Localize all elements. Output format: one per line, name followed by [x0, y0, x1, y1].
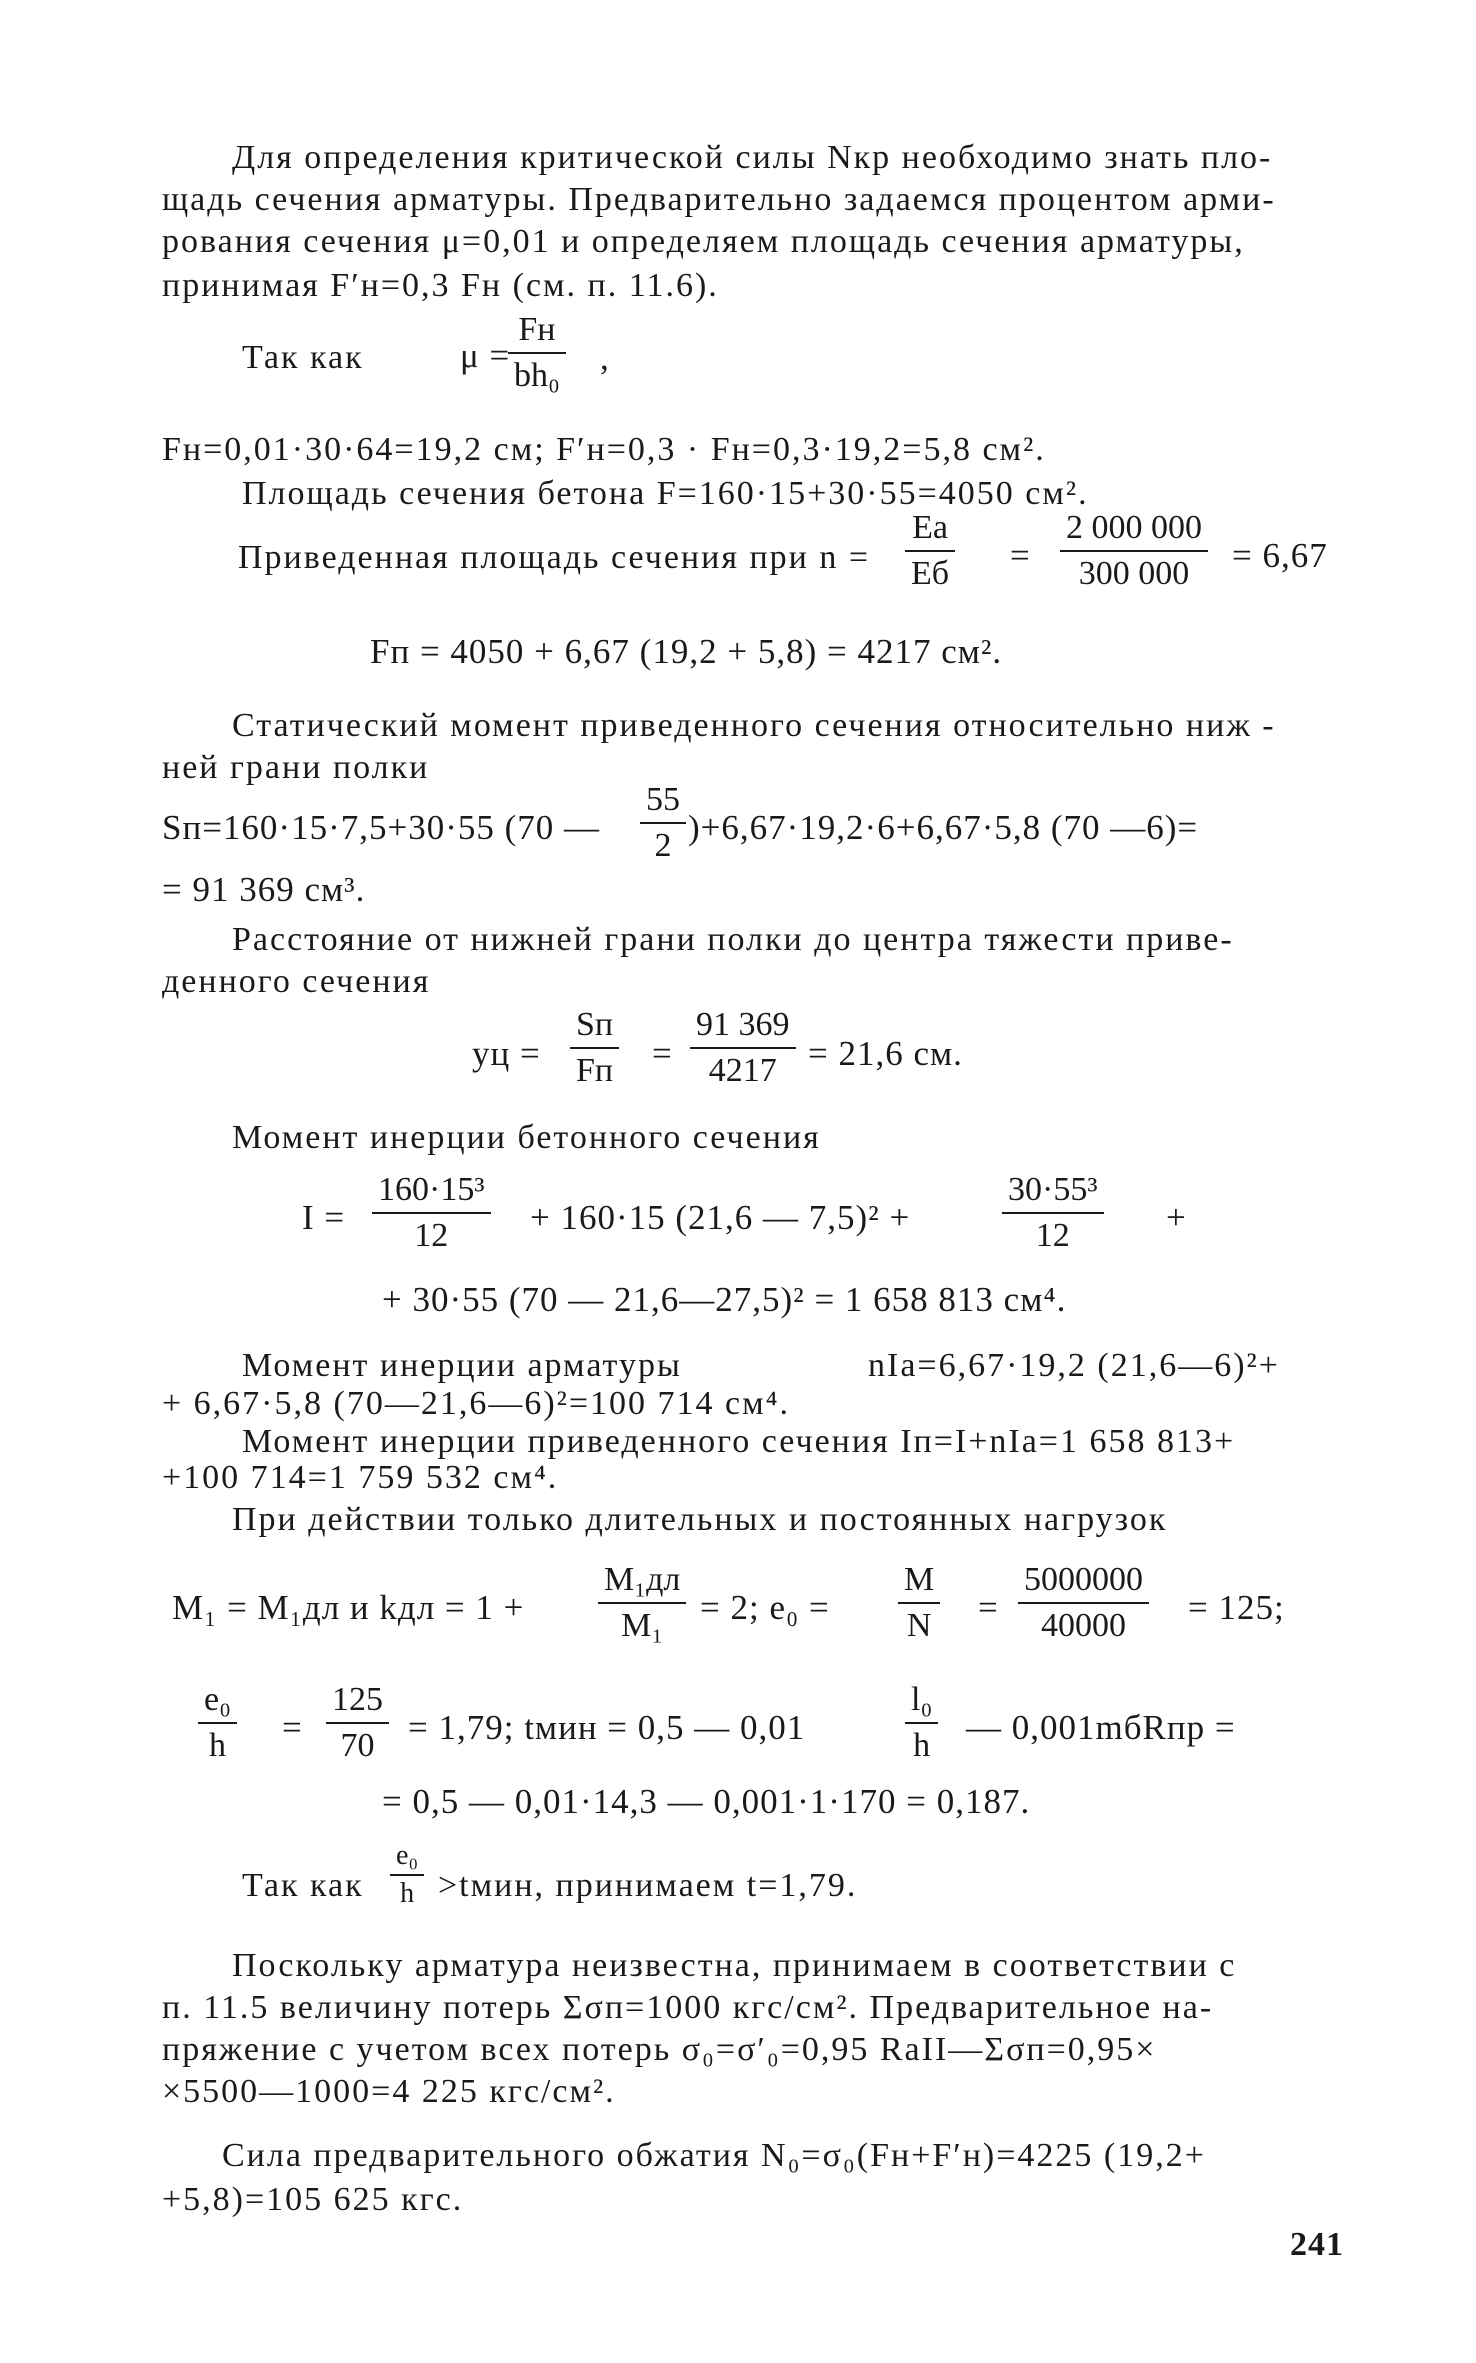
fraction-numerator: 5000000 — [1024, 1561, 1143, 1598]
text-line: пряжение с учетом всех потерь σ₀=σ′₀=0,95 RаII—Σσп=0,95× — [162, 2031, 1157, 2068]
text-line: Для определения критической силы Nкр необходимо знать пло- — [232, 139, 1273, 176]
text-line: Момент инерции бетонного сечения — [232, 1119, 821, 1156]
fraction-denominator: bh₀ — [514, 357, 560, 394]
text-line: Момент инерции приведенного сечения Iп=I+nIа=1 658 813+ — [242, 1423, 1236, 1460]
text-line: Момент инерции арматуры — [242, 1347, 682, 1384]
formula-part: = — [282, 1708, 303, 1747]
fraction — [508, 310, 566, 396]
fraction-denominator: h — [913, 1727, 931, 1764]
fraction — [898, 1560, 940, 1646]
formula-part: = 1,79; tмин = 0,5 — 0,01 — [408, 1708, 806, 1747]
formula-part: Sп=160·15·7,5+30·55 (70 — — [162, 808, 601, 847]
fraction — [1060, 508, 1208, 594]
formula-part: M₁ = M₁дл и kдл = 1 + — [172, 1588, 525, 1627]
text-line: щадь сечения арматуры. Предварительно задаемся процентом арми- — [162, 181, 1276, 218]
text-line: +5,8)=105 625 кгс. — [162, 2181, 464, 2218]
fraction-denominator: Eб — [911, 555, 950, 592]
fraction — [905, 508, 955, 594]
formula-part: , — [600, 338, 610, 377]
fraction-numerator: e₀ — [396, 1840, 419, 1871]
fraction-numerator: 125 — [332, 1681, 383, 1718]
fraction — [640, 780, 686, 866]
page-number: 241 — [1290, 2226, 1344, 2263]
formula-part: + — [1166, 1198, 1187, 1237]
text-line: Так как — [242, 339, 364, 376]
fraction — [570, 1005, 619, 1091]
formula-part: = — [978, 1588, 999, 1627]
text-line: Приведенная площадь сечения при n = — [238, 539, 871, 576]
fraction — [390, 1840, 424, 1910]
formula-part: = 2; e₀ = — [700, 1588, 830, 1627]
fraction-denominator: 300 000 — [1078, 555, 1190, 592]
text-line: Fн=0,01·30·64=19,2 см; F′н=0,3 · Fн=0,3·19,2=5,8 см². — [162, 431, 1046, 468]
fraction-numerator: Sп — [576, 1006, 614, 1043]
fraction-numerator: M₁дл — [604, 1561, 681, 1598]
fraction — [1002, 1170, 1104, 1256]
fraction — [198, 1680, 237, 1766]
text-line: Расстояние от нижней грани полки до центра тяжести приве- — [232, 921, 1234, 958]
equation-line: = 91 369 см³. — [162, 870, 366, 909]
formula-part: + 160·15 (21,6 — 7,5)² + — [530, 1198, 911, 1237]
text-line: +100 714=1 759 532 см⁴. — [162, 1459, 559, 1496]
text-line: >tмин, принимаем t=1,79. — [438, 1867, 858, 1904]
fraction-numerator: 30·55³ — [1008, 1171, 1098, 1208]
fraction-numerator: e₀ — [204, 1681, 231, 1718]
formula-part: = 6,67 — [1232, 536, 1328, 575]
text-line: При действии только длительных и постоянных нагрузок — [232, 1501, 1168, 1538]
fraction-numerator: M — [904, 1561, 935, 1598]
text-line: денного сечения — [162, 963, 431, 1000]
text-line: Статический момент приведенного сечения относительно ниж - — [232, 707, 1276, 744]
fraction-denominator: 12 — [414, 1217, 449, 1254]
fraction-numerator: Fн — [518, 311, 556, 348]
equation-line: = 0,5 — 0,01·14,3 — 0,001·1·170 = 0,187. — [382, 1782, 1031, 1821]
formula-part: yц = — [472, 1034, 541, 1073]
equation-line: Fп = 4050 + 6,67 (19,2 + 5,8) = 4217 см². — [370, 632, 1003, 671]
fraction — [598, 1560, 686, 1646]
text-line: Площадь сечения бетона F=160·15+30·55=4050 см². — [242, 475, 1089, 512]
fraction-denominator: 2 — [654, 827, 672, 864]
equation-line: + 30·55 (70 — 21,6—27,5)² = 1 658 813 см⁴. — [382, 1280, 1067, 1319]
text-line: ×5500—1000=4 225 кгс/см². — [162, 2073, 616, 2110]
text-line: рования сечения μ=0,01 и определяем площадь сечения арматуры, — [162, 223, 1245, 260]
fraction-denominator: 40000 — [1041, 1607, 1126, 1644]
fraction-denominator: h — [208, 1727, 226, 1764]
fraction-denominator: 12 — [1035, 1217, 1070, 1254]
text-line: + 6,67·5,8 (70—21,6—6)²=100 714 см⁴. — [162, 1385, 790, 1422]
fraction — [1018, 1560, 1149, 1646]
fraction-denominator: M₁ — [621, 1607, 664, 1644]
fraction-numerator: l₀ — [911, 1681, 933, 1718]
formula-part: )+6,67·19,2·6+6,67·5,8 (70 —6)= — [688, 808, 1199, 847]
fraction-denominator: h — [400, 1878, 415, 1909]
fraction-numerator: 2 000 000 — [1066, 509, 1202, 546]
text-line: Так как — [242, 1867, 364, 1904]
fraction-numerator: 55 — [646, 781, 680, 818]
fraction-denominator: 4217 — [708, 1052, 777, 1089]
fraction-denominator: 70 — [340, 1727, 375, 1764]
fraction — [690, 1005, 796, 1091]
text-line: ней грани полки — [162, 749, 430, 786]
fraction-numerator: 160·15³ — [378, 1171, 485, 1208]
text-line: Сила предварительного обжатия N₀=σ₀(Fн+F′н)=4225 (19,2+ — [222, 2137, 1206, 2174]
fraction-denominator: Fп — [576, 1052, 614, 1089]
fraction-numerator: Eа — [912, 509, 948, 546]
fraction — [905, 1680, 938, 1766]
formula-part: — 0,001mбRпр = — [966, 1708, 1236, 1747]
fraction — [372, 1170, 491, 1256]
formula-part: = 21,6 см. — [808, 1034, 963, 1073]
formula-part: μ = — [460, 336, 511, 375]
formula-part: = 125; — [1188, 1588, 1285, 1627]
text-line: п. 11.5 величину потерь Σσп=1000 кгс/см². Предварительное на- — [162, 1989, 1214, 2026]
fraction — [326, 1680, 389, 1766]
text-line: принимая F′н=0,3 Fн (см. п. 11.6). — [162, 267, 719, 304]
formula-part: = — [652, 1034, 673, 1073]
text-line: Поскольку арматура неизвестна, принимаем в соответствии с — [232, 1947, 1237, 1984]
formula-part: = — [1010, 536, 1031, 575]
formula-part: I = — [302, 1198, 346, 1237]
fraction-denominator: N — [906, 1607, 932, 1644]
text-line: nIа=6,67·19,2 (21,6—6)²+ — [868, 1347, 1280, 1384]
fraction-numerator: 91 369 — [696, 1006, 790, 1043]
